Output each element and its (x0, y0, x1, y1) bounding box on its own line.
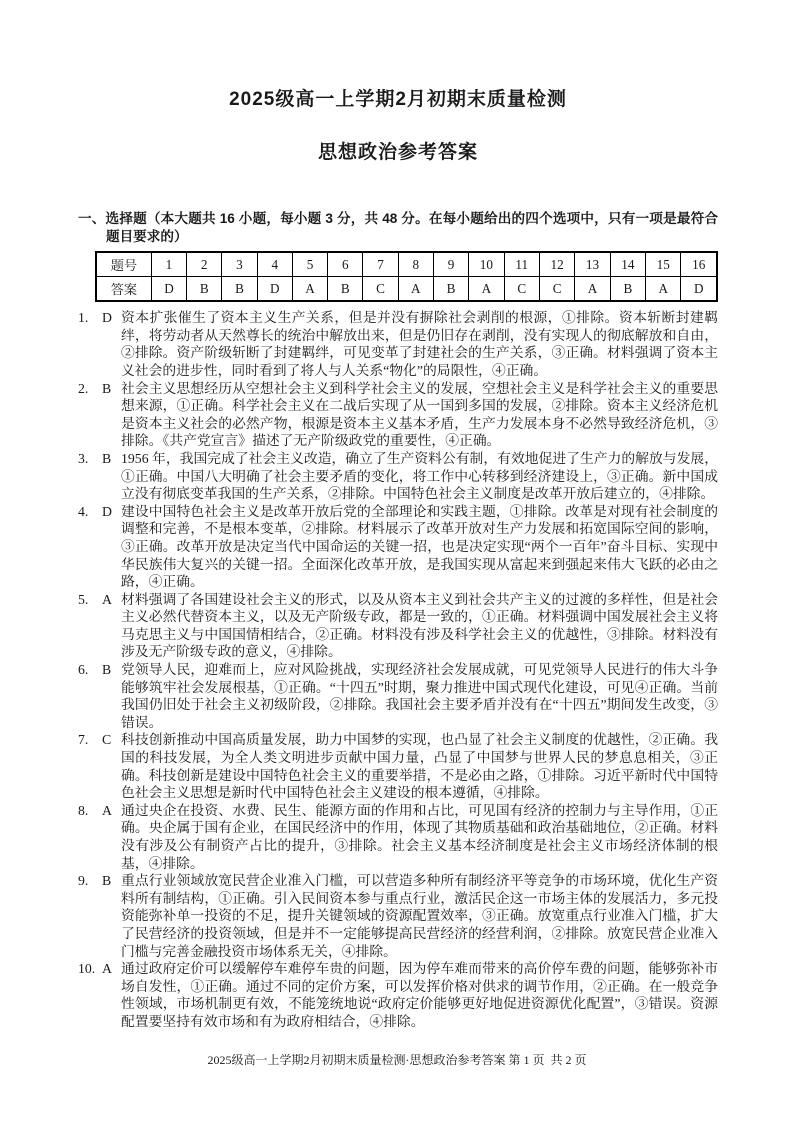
question-number-cell: 15 (646, 252, 681, 277)
question-number: 1. (78, 310, 89, 326)
question-number-cell: 13 (575, 252, 610, 277)
explanation-item (78, 661, 718, 731)
row-header-answer: 答案 (96, 277, 151, 302)
answer-cell: B (328, 277, 363, 302)
answer-cell: D (151, 277, 186, 302)
question-number: 2. (78, 380, 89, 396)
row-header-question-number: 题号 (96, 252, 151, 277)
table-row-answers (96, 277, 717, 302)
answer-key-subtitle: 思想政治参考答案 (317, 142, 478, 163)
question-number-cell: 5 (292, 252, 327, 277)
question-number-cell: 9 (433, 252, 468, 277)
question-number-cell: 12 (539, 252, 574, 277)
question-number-cell: 11 (504, 252, 539, 277)
explanation-item (78, 503, 718, 591)
question-number-cell: 8 (398, 252, 433, 277)
question-answer: D (102, 310, 112, 326)
explanation-item (78, 731, 718, 801)
question-number-cell: 3 (222, 252, 257, 277)
question-number-cell: 2 (187, 252, 222, 277)
answer-cell: C (363, 277, 398, 302)
question-number: 4. (78, 503, 89, 519)
answer-cell: B (433, 277, 468, 302)
question-answer: B (102, 450, 112, 466)
question-number-cell: 14 (610, 252, 645, 277)
explanation-text: 1956 年，我国完成了社会主义改造，确立了生产资料公有制，有效地促进了生产力的解放与发展，①正确。中国八大明确了社会主要矛盾的变化，将工作中心转移到经济建设上，③正确。新中国成立没有彻底变革我国的生产关系，②排除。中国特色社会主义制度是改革开放后建立的，④排除。 (121, 450, 718, 502)
question-number: 9. (78, 873, 89, 889)
question-answer: A (102, 591, 112, 607)
question-number: 8. (78, 802, 89, 818)
question-answer: A (102, 802, 112, 818)
question-number-cell: 7 (363, 252, 398, 277)
question-number: 6. (78, 662, 89, 678)
answer-cell: A (398, 277, 433, 302)
table-row-question-numbers (96, 252, 717, 277)
answer-table (95, 251, 718, 302)
answer-cell: A (469, 277, 504, 302)
question-number-cell: 6 (328, 252, 363, 277)
explanation-text: 建设中国特色社会主义是改革开放后党的全部理论和实践主题，①排除。改革是对现有社会制度的调整和完善，不是根本变革，②排除。材料展示了改革开放对生产力发展和拓宽国际空间的影响，③正确。改革开放是决定当代中国命运的关键一招，也是决定实现“两个一百年”奋斗目标、实现中华民族伟大复兴的关键一招。全面深化改革开放，是我国实现从富起来到强起来伟大飞跃的必由之路，④正确。 (121, 503, 718, 590)
question-answer: A (102, 961, 112, 977)
explanation-item (78, 960, 718, 1030)
explanation-item (78, 872, 718, 960)
answer-cell: D (681, 277, 717, 302)
section-heading: 一、选择题（本大题共 16 小题，每小题 3 分，共 48 分。在每小题给出的四个选项中，只有一项是最符合题目要求的） (78, 211, 718, 244)
explanation-text: 重点行业领域放宽民营企业准入门槛，可以营造多种所有制经济平等竞争的市场环境，优化生产资料所有制结构，①正确。引入民间资本参与重点行业，激活民企这一市场主体的发展活力，多元投资能弥补单一投资的不足，提升关键领域的资源配置效率，③正确。放宽重点行业准入门槛，扩大了民营经济的投资领域，但是并不一定能够提高民营经济的经营利润，②排除。放宽民营企业准入门槛与完善金融投资市场体系无关，④排除。 (121, 873, 718, 959)
question-number: 5. (78, 591, 89, 607)
question-number-cell: 16 (681, 252, 717, 277)
page-footer: 2025级高一上学期2月初期末质量检测·思想政治参考答案 第 1 页 共 2 页 (207, 1053, 587, 1067)
explanation-item (78, 802, 718, 872)
question-number: 10. (78, 961, 96, 977)
answer-cell: D (257, 277, 292, 302)
explanation-text: 通过政府定价可以缓解停车难停车贵的问题，因为停车难而带来的高价停车费的问题，能够弥补市场自发性，①正确。通过不同的定价方案，可以发挥价格对供求的调节作用，②正确。在一般竞争性领域，市场机制更有效，不能笼统地说“政府定价能够更好地促进资源优化配置”，③错误。资源配置要坚持有效市场和有为政府相结合，④排除。 (121, 961, 718, 1029)
question-number: 3. (78, 450, 89, 466)
answer-cell: B (187, 277, 222, 302)
explanation-item (78, 450, 718, 503)
answer-cell: A (292, 277, 327, 302)
answer-cell: A (646, 277, 681, 302)
answer-cell: C (504, 277, 539, 302)
explanation-text: 社会主义思想经历从空想社会主义到科学社会主义的发展，空想社会主义是科学社会主义的重要思想来源，①正确。科学社会主义在二战后实现了从一国到多国的发展，②排除。资本主义经济危机是资本主义社会的必然产物，根源是资本主义基本矛盾，生产力发展本身不必然导致经济危机，③排除。《共产党宣言》描述了无产阶级政党的重要性，④正确。 (121, 380, 718, 449)
answer-cell: B (610, 277, 645, 302)
explanation-list (78, 309, 718, 1030)
question-answer: D (102, 503, 112, 519)
question-answer: C (102, 732, 112, 748)
question-number-cell: 1 (151, 252, 186, 277)
question-number-cell: 4 (257, 252, 292, 277)
answer-cell: C (539, 277, 574, 302)
explanation-item (78, 380, 718, 450)
explanation-text: 科技创新推动中国高质量发展，助力中国梦的实现，也凸显了社会主义制度的优越性，②正确。我国的科技发展，为全人类文明进步贡献中国力量，凸显了中国梦与世界人民的梦息息相关，③正确。科技创新是建设中国特色社会主义的重要举措，不是必由之路，①排除。习近平新时代中国特色社会主义思想是新时代中国特色社会主义建设的根本遵循，④排除。 (121, 732, 718, 801)
explanation-text: 通过央企在投资、水费、民生、能源方面的作用和占比，可见国有经济的控制力与主导作用，①正确。央企属于国有企业，在国民经济中的作用，体现了其物质基础和政治基础地位，②正确。材料没有涉及公有制资产占比的提升，③排除。社会主义基本经济制度是社会主义市场经济体制的根基，④排除。 (121, 802, 718, 871)
explanation-text: 材料强调了各国建设社会主义的形式，以及从资本主义到社会共产主义的过渡的多样性，但是社会主义必然代替资本主义，以及无产阶级专政，都是一致的，①正确。材料强调中国发展社会主义将马克思主义与中国国情相结合，②正确。材料没有涉及科学社会主义的优越性，③排除。材料没有涉及无产阶级专政的意义，④排除。 (121, 591, 718, 660)
question-number-cell: 10 (469, 252, 504, 277)
explanation-text: 资本扩张催生了资本主义生产关系，但是并没有摒除社会剥削的根源，①排除。资本斩断封建羁绊，将劳动者从天然尊长的统治中解放出来，但是仍旧存在剥削，没有实现人的彻底解放和自由，②排除。资产阶级斩断了封建羁绊，可见变革了封建社会的生产关系，③正确。材料强调了资本主义社会的进步性，同时看到了将人与人关系“物化”的局限性，④正确。 (121, 310, 718, 378)
question-answer: B (102, 662, 112, 678)
question-answer: B (102, 380, 112, 396)
explanation-item (78, 591, 718, 661)
question-answer: B (102, 873, 112, 889)
answer-cell: A (575, 277, 610, 302)
answer-cell: B (222, 277, 257, 302)
explanation-text: 党领导人民，迎难而上，应对风险挑战，实现经济社会发展成就，可见党领导人民进行的伟大斗争能够筑牢社会发展根基，①正确。“十四五”时期，聚力推进中国式现代化建设，可见④正确。当前我国仍旧处于社会主义初级阶段，②排除。我国社会主要矛盾并没有在“十四五”期间发生改变，③错误。 (121, 662, 718, 730)
exam-title: 2025级高一上学期2月初期末质量检测 (229, 89, 567, 110)
explanation-item (78, 309, 718, 379)
question-number: 7. (78, 732, 89, 748)
